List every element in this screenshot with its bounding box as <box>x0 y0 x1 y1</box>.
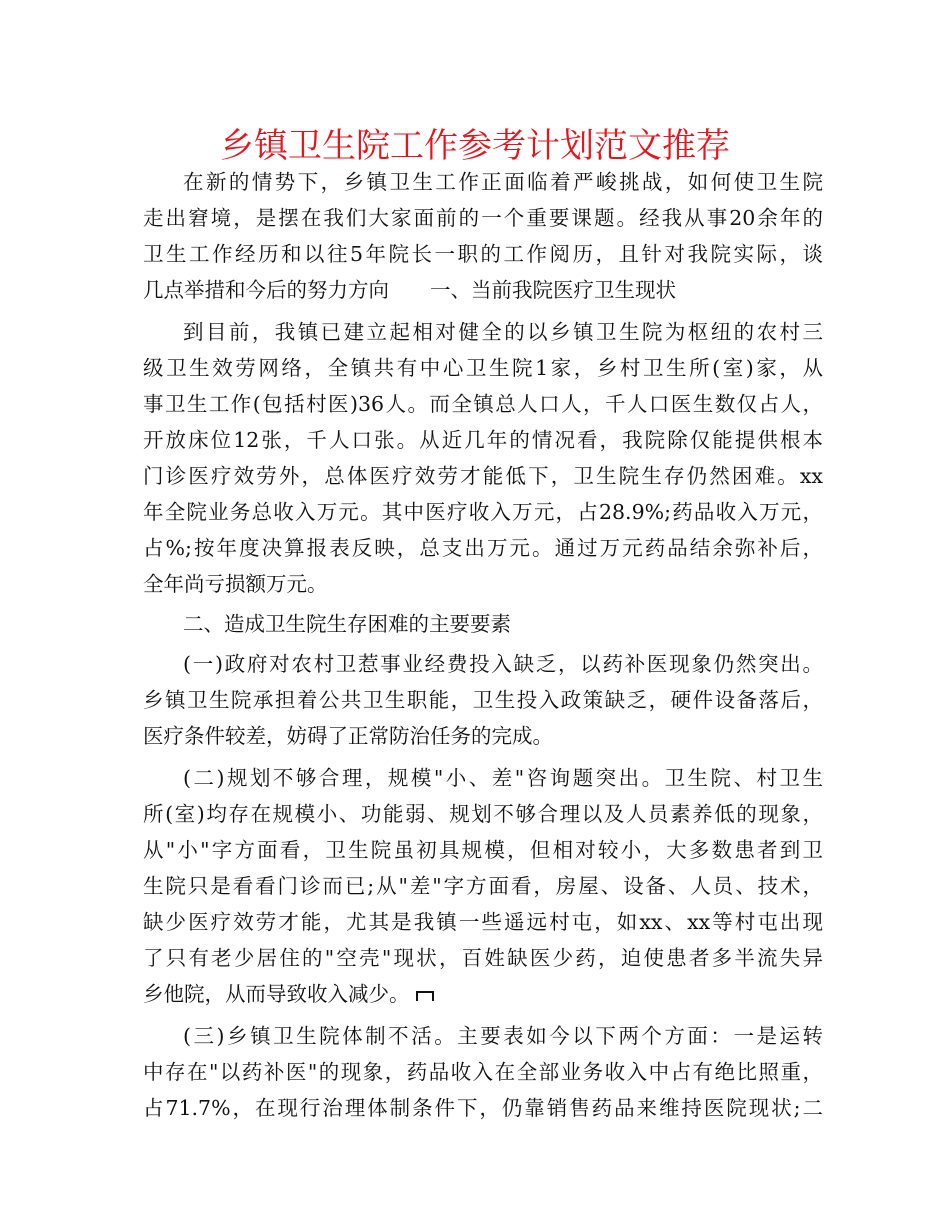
paragraph-line: 所(室)均存在规模小、功能弱、规划不够合理以及人员素养低的现象， <box>143 802 823 826</box>
paragraph-line: (一)政府对农村卫惹事业经费投入缺乏，以药补医现象仍然突出。 <box>183 652 823 676</box>
paragraph-line: (三)乡镇卫生院体制不活。主要表如今以下两个方面：一是运转 <box>183 1024 823 1048</box>
paragraph-line: 占71.7%，在现行治理体制条件下，仍靠销售药品来维持医院现状;二 <box>143 1096 823 1120</box>
paragraph-line: 几点举措和今后的努力方向 一、当前我院医疗卫生现状 <box>143 278 676 302</box>
paragraph-line: 了只有老少居住的"空壳"现状，百姓缺医少药，迫使患者多半流失异 <box>143 946 823 970</box>
paragraph-line: 到目前，我镇已建立起相对健全的以乡镇卫生院为枢纽的农村三 <box>183 320 823 344</box>
paragraph-line: 年全院业务总收入万元。其中医疗收入万元，占28.9%;药品收入万元， <box>143 500 823 524</box>
paragraph-line: 开放床位12张，千人口张。从近几年的情况看，我院除仅能提供根本 <box>143 428 823 452</box>
paragraph-line: 全年尚亏损额万元。 <box>143 572 328 596</box>
paragraph-line: 从"小"字方面看，卫生院虽初具规模，但相对较小，大多数患者到卫 <box>143 838 823 862</box>
section-heading: 二、造成卫生院生存困难的主要要素 <box>183 612 511 636</box>
paragraph-line: 缺少医疗效劳才能，尤其是我镇一些遥远村屯，如xx、xx等村屯出现 <box>143 910 823 934</box>
paragraph-line: 占%;按年度决算报表反映，总支出万元。通过万元药品结余弥补后， <box>143 536 823 560</box>
paragraph-line: (二)规划不够合理，规模"小、差"咨询题突出。卫生院、村卫生 <box>183 766 823 790</box>
paragraph-line: 医疗条件较差，妨碍了正常防治任务的完成。 <box>143 724 553 748</box>
paragraph-line: 门诊医疗效劳外，总体医疗效劳才能低下，卫生院生存仍然困难。xx <box>143 464 823 488</box>
paragraph-line: 生院只是看看门诊而已;从"差"字方面看，房屋、设备、人员、技术， <box>143 874 823 898</box>
paragraph-line: 在新的情势下，乡镇卫生工作正面临着严峻挑战，如何使卫生院 <box>183 170 823 194</box>
paragraph-line: 事卫生工作(包括村医)36人。而全镇总人口人，千人口医生数仅占人， <box>143 392 823 416</box>
paragraph-line-text: 乡他院，从而导致收入减少。 <box>143 982 410 1006</box>
paragraph-line: 乡镇卫生院承担着公共卫生职能，卫生投入政策缺乏，硬件设备落后， <box>143 688 823 712</box>
paragraph-line: 级卫生效劳网络，全镇共有中心卫生院1家，乡村卫生所(室)家，从 <box>143 356 823 380</box>
paragraph-line: 中存在"以药补医"的现象，药品收入在全部业务收入中占有绝比照重， <box>143 1060 823 1084</box>
document-title: 乡镇卫生院工作参考计划范文推荐 <box>220 126 730 166</box>
paragraph-line: 走出窘境，是摆在我们大家面前的一个重要课题。经我从事20余年的 <box>143 206 823 230</box>
paragraph-line: 卫生工作经历和以往5年院长一职的工作阅历，且针对我院实际，谈 <box>143 242 823 266</box>
bracket-mark-icon <box>416 991 434 1001</box>
paragraph-line <box>143 976 443 1012</box>
